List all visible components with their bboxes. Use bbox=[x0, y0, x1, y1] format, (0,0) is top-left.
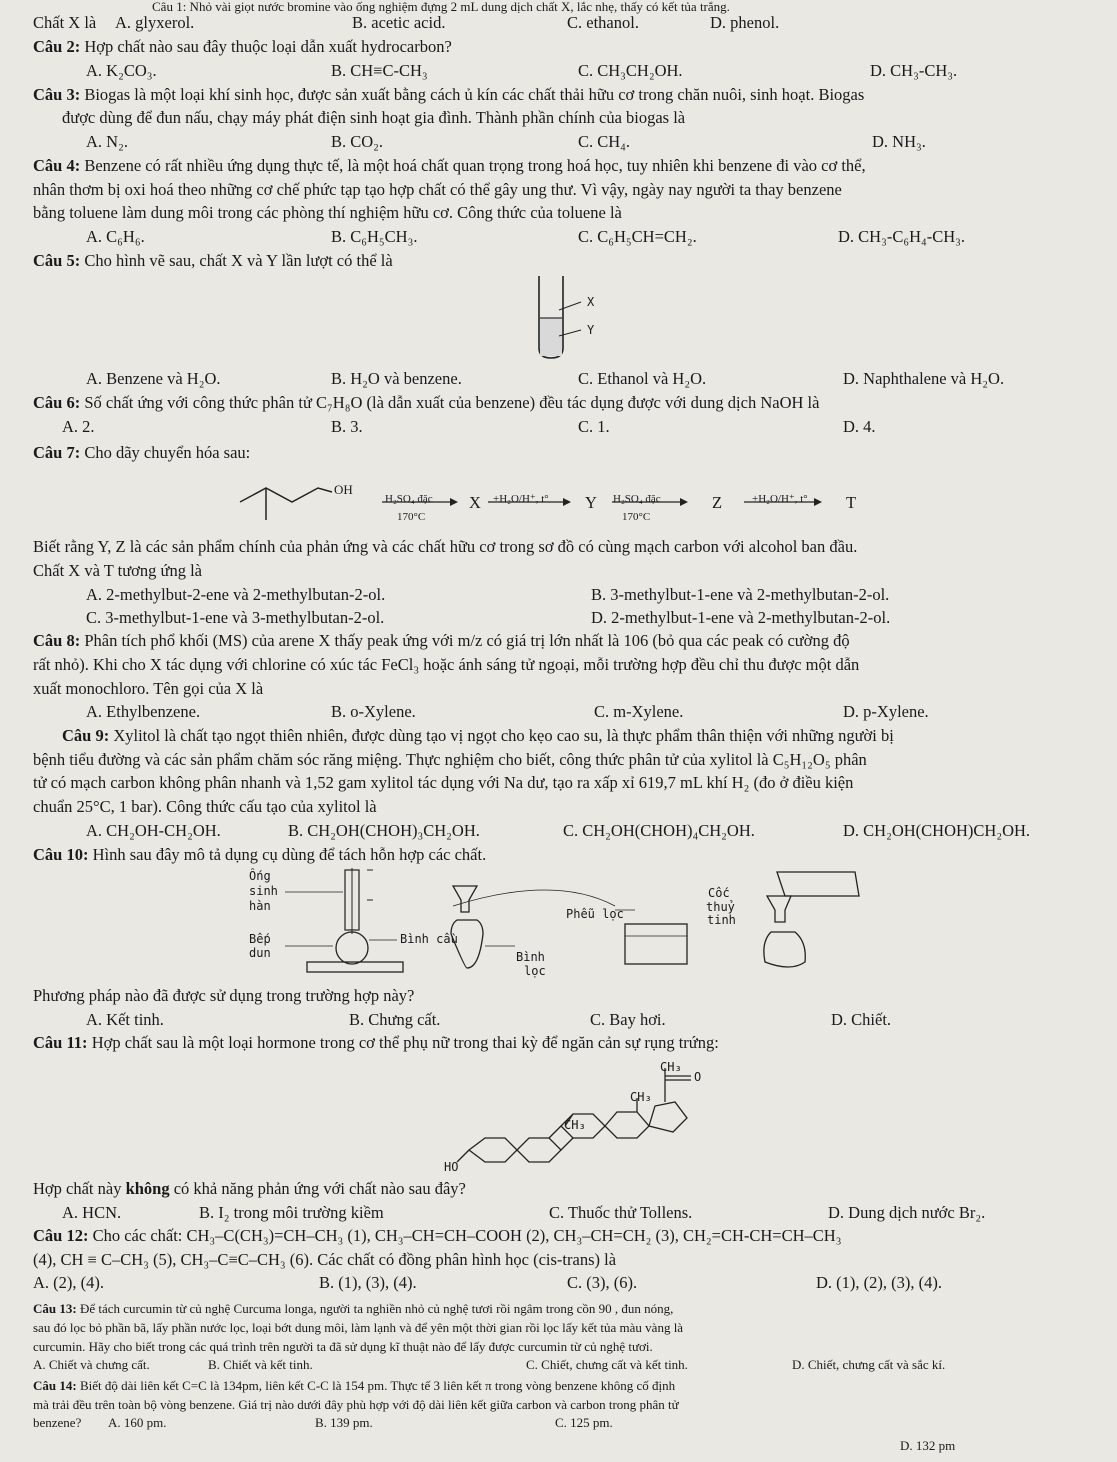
q13-line3: curcumin. Hãy cho biết trong các quá trình trên người ta đã sử dụng kĩ thuật nào để lấy được curcumin từ củ nghệ tươi. bbox=[33, 1339, 653, 1354]
q10-option-d: D. Chiết. bbox=[831, 1010, 892, 1029]
q8-line2: rất nhỏ). Khi cho X tác dụng với chlorine có xúc tác FeCl₃ hoặc ánh sáng tử ngoại, mỗi trường hợp đều chỉ thu được một dẫn bbox=[33, 655, 860, 674]
q3-line1: Biogas là một loại khí sinh học, được sản xuất bằng cách ủ kín các chất thải hữu cơ trong chăn nuôi, sinh hoạt. Biogas bbox=[84, 85, 865, 104]
q9-option-d: D. CH₂OH(CHOH)CH₂OH. bbox=[843, 821, 1031, 840]
q9-line1: Xylitol là chất tạo ngọt thiên nhiên, được dùng tạo vị ngọt cho kẹo cao su, là thực phẩm thân thiện với những người bị bbox=[113, 726, 894, 745]
separation-apparatus-figure bbox=[245, 866, 885, 980]
q4-option-c: C. C₆H₅CH=CH₂. bbox=[578, 227, 697, 246]
q1-option-d: D. phenol. bbox=[710, 13, 780, 32]
arrow1-bottom: 170°C bbox=[397, 511, 426, 523]
q12-line1: Cho các chất: CH₃–C(CH₃)=CH–CH₃ (1), CH₃–CH=CH–COOH (2), CH₃–CH=CH₂ (3), CH₂=CH-CH=CH–CH₃ bbox=[92, 1226, 842, 1245]
q2-option-a: A. K₂CO₃. bbox=[86, 61, 157, 80]
label-binh: Bình bbox=[516, 950, 545, 964]
q12-option-a: A. (2), (4). bbox=[33, 1273, 105, 1292]
q1-text: Câu 1: Nhỏ vài giọt nước bromine vào ống nghiệm đựng 2 mL dung dịch chất X, lắc nhẹ, thấy có kết tủa trắng. bbox=[152, 0, 730, 14]
q11-text: Hợp chất sau là một loại hormone trong cơ thể phụ nữ trong thai kỳ để ngăn cản sự rụng trứng: bbox=[91, 1033, 719, 1052]
q1-option-a: A. glyxerol. bbox=[115, 13, 195, 32]
ketone-o-label: O bbox=[694, 1070, 702, 1084]
species-t: T bbox=[846, 493, 857, 512]
q6-text: Số chất ứng với công thức phân tử C₇H₈O (là dẫn xuất của benzene) đều tác dụng được với dung dịch NaOH là bbox=[84, 393, 820, 412]
q11-option-b: B. I₂ trong môi trường kiềm bbox=[199, 1203, 384, 1222]
q12-option-d: D. (1), (2), (3), (4). bbox=[816, 1273, 942, 1292]
q7-option-a: A. 2-methylbut-2-ene và 2-methylbutan-2-ol. bbox=[86, 585, 386, 604]
q9-line2: bệnh tiểu đường và các sản phẩm chăm sóc răng miệng. Thực nghiệm cho biết, công thức phân tử của xylitol là C₅H₁₂O₅ phân bbox=[33, 750, 867, 769]
q7-option-d: D. 2-methylbut-1-ene và 2-methylbutan-2-ol. bbox=[591, 608, 891, 627]
q4-line2: nhân thơm bị oxi hoá theo những cơ chế phức tạp tạo hợp chất có thể gây ung thư. Vì vậy, ngày nay người ta thay benzene bbox=[33, 180, 842, 199]
q10-option-c: C. Bay hơi. bbox=[590, 1010, 666, 1029]
label-bep: Bếp bbox=[249, 932, 271, 946]
q14-option-a: A. 160 pm. bbox=[108, 1415, 167, 1430]
q3-line2: được dùng để đun nấu, chạy máy phát điện sinh hoạt gia đình. Thành phần chính của biogas là bbox=[62, 108, 686, 127]
q13-label: Câu 13: bbox=[33, 1301, 77, 1316]
q4-line3: bằng toluene làm dung môi trong các phòng thí nghiệm hữu cơ. Công thức của toluene là bbox=[33, 203, 622, 222]
q10-option-a: A. Kết tinh. bbox=[86, 1010, 164, 1029]
q9-line4: chuẩn 25°C, 1 bar). Công thức cấu tạo của xylitol là bbox=[33, 797, 377, 816]
q14-line3: benzene? bbox=[33, 1415, 82, 1430]
q9-option-b: B. CH₂OH(CHOH)₃CH₂OH. bbox=[288, 821, 480, 840]
q6-option-a: A. 2. bbox=[62, 417, 95, 436]
q4-option-b: B. C₆H₅CH₃. bbox=[331, 227, 418, 246]
q13-option-a: A. Chiết và chưng cất. bbox=[33, 1357, 150, 1372]
ch3-top-label: CH₃ bbox=[660, 1060, 682, 1074]
q14-option-b: B. 139 pm. bbox=[315, 1415, 373, 1430]
q11-label: Câu 11: bbox=[33, 1033, 88, 1052]
q6-option-b: B. 3. bbox=[331, 417, 363, 436]
q10-label: Câu 10: bbox=[33, 845, 89, 864]
q1-option-c: C. ethanol. bbox=[567, 13, 639, 32]
q6-option-c: C. 1. bbox=[578, 417, 610, 436]
q7-text: Cho dãy chuyển hóa sau: bbox=[84, 443, 251, 462]
q13-option-c: C. Chiết, chưng cất và kết tinh. bbox=[526, 1357, 688, 1372]
fig-label-y: Y bbox=[587, 323, 595, 337]
alcohol-skeletal-formula bbox=[236, 478, 346, 528]
q3-option-c: C. CH₄. bbox=[578, 132, 631, 151]
species-y: Y bbox=[585, 493, 597, 512]
q6-option-d: D. 4. bbox=[843, 417, 876, 436]
label-ong: Ống bbox=[249, 869, 271, 883]
q13-option-b: B. Chiết và kết tinh. bbox=[208, 1357, 313, 1372]
q7-line2: Chất X và T tương ứng là bbox=[33, 561, 202, 580]
q8-label: Câu 8: bbox=[33, 631, 81, 650]
species-x: X bbox=[469, 493, 481, 512]
q5-option-a: A. Benzene và H₂O. bbox=[86, 369, 221, 388]
q8-option-a: A. Ethylbenzene. bbox=[86, 702, 201, 721]
q13-line1: Để tách curcumin từ củ nghệ Curcuma longa, người ta nghiền nhỏ củ nghệ tươi rồi ngâm trong cồn 90 , đun nóng, bbox=[79, 1301, 674, 1316]
q9-line3: tử có mạch carbon không phân nhanh và 1,52 gam xylitol tác dụng với Na dư, tạo ra xấp xỉ 619,7 mL khí H₂ (đo ở điều kiện bbox=[33, 773, 854, 792]
species-z: Z bbox=[712, 493, 723, 512]
label-tinh: tinh bbox=[707, 913, 736, 927]
q3-option-b: B. CO₂. bbox=[331, 132, 384, 151]
q14-line1: Biết độ dài liên kết C=C là 134pm, liên kết C-C là 154 pm. Thực tế 3 liên kết π trong vòng benzene không cố định bbox=[79, 1378, 676, 1393]
q8-line1: Phân tích phổ khối (MS) của arene X thấy peak ứng với m/z có giá trị lớn nhất là 106 (bỏ qua các peak có cường độ bbox=[84, 631, 850, 650]
q8-option-b: B. o-Xylene. bbox=[331, 702, 416, 721]
q2-text: Hợp chất nào sau đây thuộc loại dẫn xuất hydrocarbon? bbox=[84, 37, 452, 56]
q7-line1: Biết rằng Y, Z là các sản phẩm chính của phản ứng và các chất hữu cơ trong sơ đồ có cùng mạch carbon với alcohol ban đầu. bbox=[33, 537, 858, 556]
q6-label: Câu 6: bbox=[33, 393, 81, 412]
q11-option-a: A. HCN. bbox=[62, 1203, 122, 1222]
q8-line3: xuất monochloro. Tên gọi của X là bbox=[33, 679, 264, 698]
q2-label: Câu 2: bbox=[33, 37, 81, 56]
q12-label: Câu 12: bbox=[33, 1226, 89, 1245]
q10-option-b: B. Chưng cất. bbox=[349, 1010, 441, 1029]
label-pheu-loc: Phễu lọc bbox=[566, 907, 624, 921]
ho-label: HO bbox=[444, 1160, 459, 1174]
q11-option-c: C. Thuốc thử Tollens. bbox=[549, 1203, 693, 1222]
q5-option-d: D. Naphthalene và H₂O. bbox=[843, 369, 1005, 388]
q11-line2-bold: không bbox=[125, 1179, 170, 1198]
q14-line2: mà trải đều trên toàn bộ vòng benzene. Giá trị nào dưới đây phù hợp với độ dài liên kết giữa carbon và carbon trong phân tử bbox=[33, 1397, 679, 1412]
q4-label: Câu 4: bbox=[33, 156, 81, 175]
q4-line1: Benzene có rất nhiều ứng dụng thực tế, là một hoá chất quan trọng trong hoá học, tuy nhiên khi benzene đi vào cơ thể, bbox=[84, 156, 866, 175]
label-thuy: thuỷ bbox=[706, 900, 735, 914]
ch3-lower-label: CH₃ bbox=[564, 1118, 586, 1132]
arrow2-top: +H₂O/H⁺, t° bbox=[493, 493, 549, 505]
q5-option-c: C. Ethanol và H₂O. bbox=[578, 369, 707, 388]
q8-option-d: D. p-Xylene. bbox=[843, 702, 929, 721]
q3-option-a: A. N₂. bbox=[86, 132, 128, 151]
q14-label: Câu 14: bbox=[33, 1378, 77, 1393]
q13-option-d: D. Chiết, chưng cất và sắc kí. bbox=[792, 1357, 946, 1372]
q9-option-a: A. CH₂OH-CH₂OH. bbox=[86, 821, 221, 840]
q14-option-d: D. 132 pm bbox=[900, 1438, 956, 1453]
q12-line2: (4), CH ≡ C–CH₃ (5), CH₃–C≡C–CH₃ (6). Các chất có đồng phân hình học (cis-trans) là bbox=[33, 1250, 617, 1269]
q2-option-b: B. CH≡C-CH₃ bbox=[331, 61, 428, 80]
q3-option-d: D. NH₃. bbox=[872, 132, 926, 151]
arrow4-top: +H₂O/H⁺, t° bbox=[752, 493, 808, 505]
arrow1-top: H₂SO₄ đặc bbox=[385, 493, 433, 505]
q9-option-c: C. CH₂OH(CHOH)₄CH₂OH. bbox=[563, 821, 755, 840]
q13-line2: sau đó lọc bỏ phần bã, lấy phần nước lọc, loại bớt dung môi, làm lạnh và để yên một thời gian rồi lọc lấy kết tủa màu vàng là bbox=[33, 1320, 684, 1335]
fig-label-x: X bbox=[587, 295, 595, 309]
q2-option-d: D. CH₃-CH₃. bbox=[870, 61, 958, 80]
q12-option-c: C. (3), (6). bbox=[567, 1273, 638, 1292]
label-sinh: sinh bbox=[249, 884, 278, 898]
q1-stem: Chất X là bbox=[33, 13, 97, 32]
label-dun: dun bbox=[249, 946, 271, 960]
q10-line2: Phương pháp nào đã được sử dụng trong trường hợp này? bbox=[33, 986, 415, 1005]
q5-text: Cho hình vẽ sau, chất X và Y lần lượt có thể là bbox=[84, 251, 393, 270]
q2-option-c: C. CH₃CH₂OH. bbox=[578, 61, 683, 80]
label-han: hàn bbox=[249, 899, 271, 913]
q10-text: Hình sau đây mô tả dụng cụ dùng để tách hỗn hợp các chất. bbox=[92, 845, 487, 864]
q9-label: Câu 9: bbox=[62, 726, 110, 745]
q5-option-b: B. H₂O và benzene. bbox=[331, 369, 462, 388]
q4-option-d: D. CH₃-C₆H₄-CH₃. bbox=[838, 227, 966, 246]
q5-label: Câu 5: bbox=[33, 251, 81, 270]
q14-option-c: C. 125 pm. bbox=[555, 1415, 613, 1430]
arrow3-bottom: 170°C bbox=[622, 511, 651, 523]
q3-label: Câu 3: bbox=[33, 85, 81, 104]
test-tube-figure bbox=[525, 272, 615, 362]
arrow3-top: H₂SO₄ đặc bbox=[613, 493, 661, 505]
q4-option-a: A. C₆H₆. bbox=[86, 227, 145, 246]
q8-option-c: C. m-Xylene. bbox=[594, 702, 684, 721]
label-binh-cau: Bình cầu bbox=[400, 932, 458, 946]
q7-label: Câu 7: bbox=[33, 443, 81, 462]
ch3-middle-label: CH₃ bbox=[630, 1090, 652, 1104]
q1-option-b: B. acetic acid. bbox=[352, 13, 446, 32]
alcohol-oh-label: OH bbox=[334, 482, 353, 497]
q11-line2-part2: có khả năng phản ứng với chất nào sau đây? bbox=[169, 1179, 466, 1198]
q7-option-b: B. 3-methylbut-1-ene và 2-methylbutan-2-ol. bbox=[591, 585, 890, 604]
label-coc: Cốc bbox=[708, 886, 730, 900]
q12-option-b: B. (1), (3), (4). bbox=[319, 1273, 417, 1292]
q11-line2-part1: Hợp chất này bbox=[33, 1179, 126, 1198]
label-loc: lọc bbox=[524, 964, 546, 978]
q7-option-c: C. 3-methylbut-1-ene và 3-methylbutan-2-ol. bbox=[86, 608, 385, 627]
q11-option-d: D. Dung dịch nước Br₂. bbox=[828, 1203, 986, 1222]
